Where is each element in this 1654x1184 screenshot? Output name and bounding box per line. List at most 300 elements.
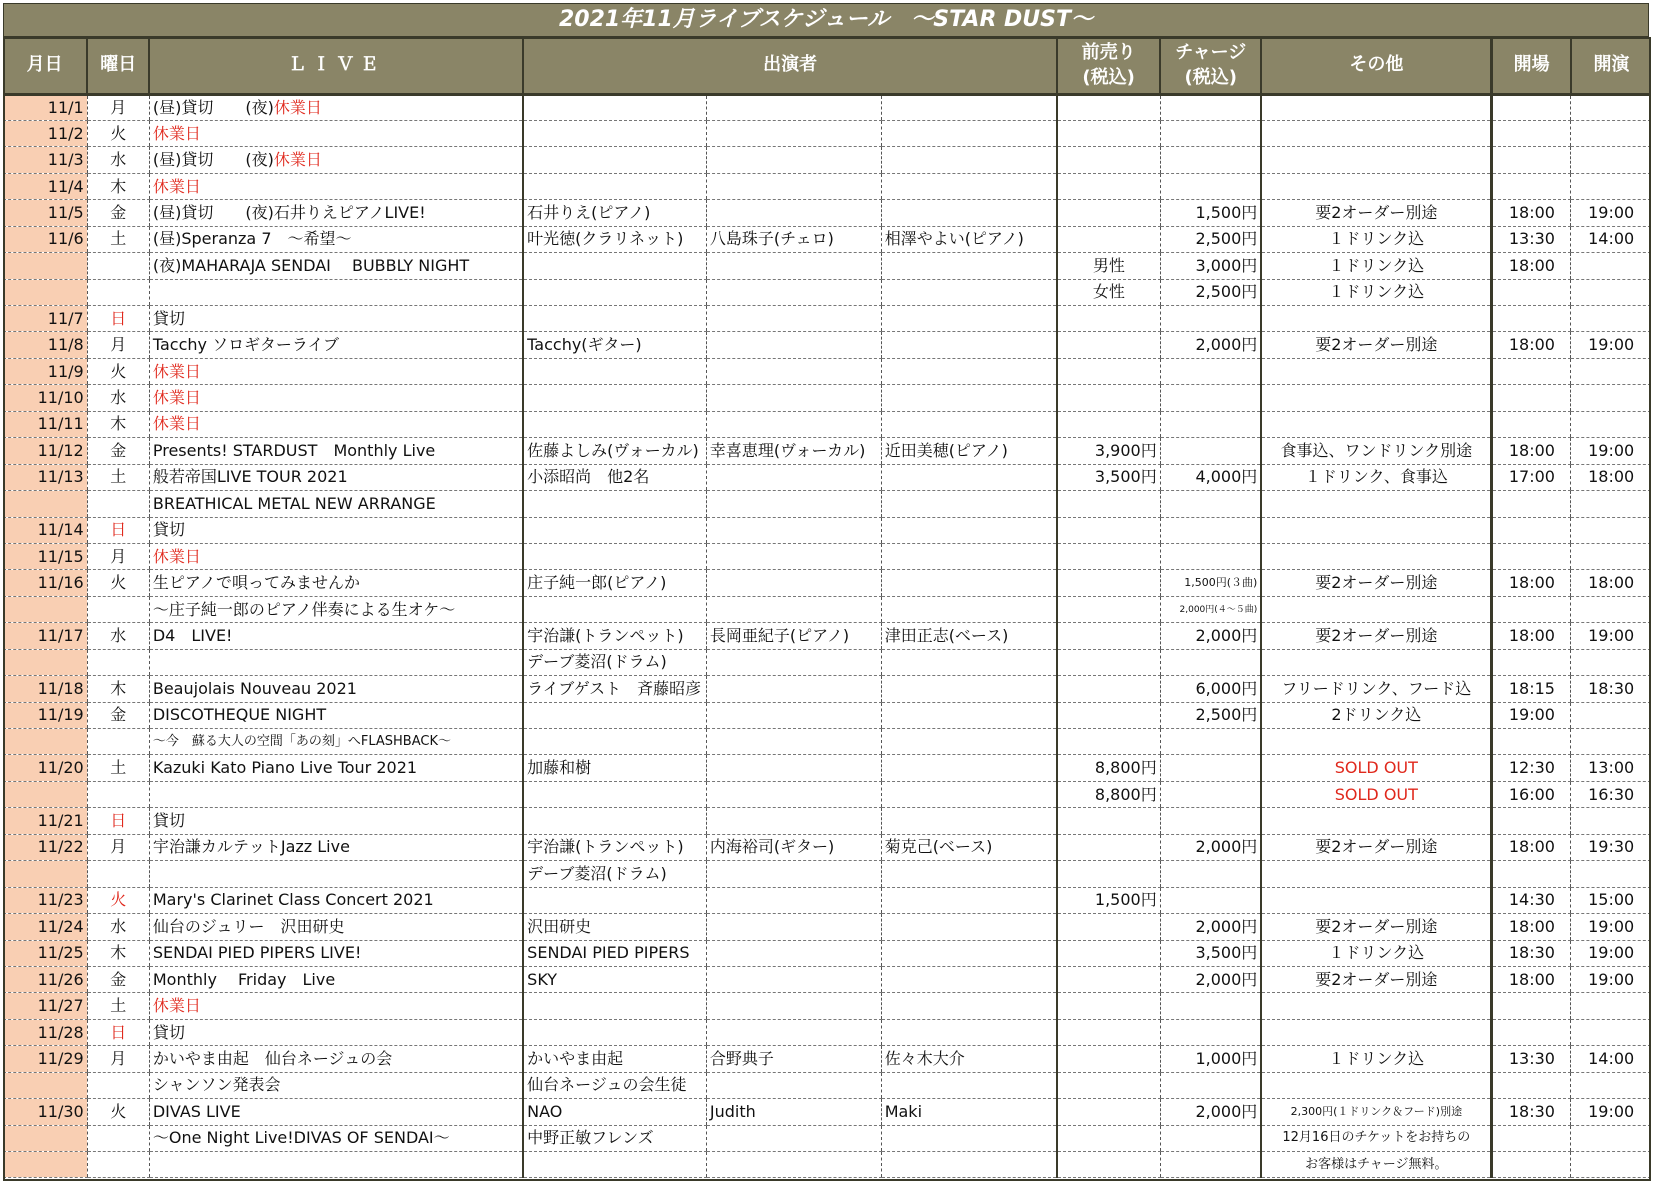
performer-cell: [706, 1072, 881, 1098]
presale-cell: 8,800円: [1057, 755, 1160, 781]
charge-cell: 2,500円: [1160, 279, 1261, 305]
start-time-cell: 16:30: [1571, 781, 1651, 807]
performer-cell: [706, 729, 881, 755]
presale-cell: [1057, 1152, 1160, 1178]
live-title-cell: [149, 729, 523, 755]
performer-cell: [881, 1152, 1057, 1178]
charge-cell: [1160, 385, 1261, 411]
presale-cell: [1057, 966, 1160, 992]
start-time-cell: [1571, 279, 1651, 305]
charge-cell: [1160, 1072, 1261, 1098]
table-row: [3, 649, 1651, 675]
table-header: [3, 37, 1651, 94]
table-row: [3, 543, 1651, 569]
performer-cell: [523, 1019, 706, 1045]
performer-cell: Tacchy(ギター): [523, 332, 706, 358]
page-title: 2021年11月ライブスケジュール ～STAR DUST～: [3, 3, 1649, 37]
presale-cell: [1057, 385, 1160, 411]
performer-cell: [523, 517, 706, 543]
performer-cell: [881, 332, 1057, 358]
performer-cell: [523, 253, 706, 279]
date-cell: 11/12: [3, 438, 87, 464]
performer-cell: [881, 306, 1057, 332]
start-time-cell: 19:00: [1571, 438, 1651, 464]
table-row: [3, 253, 1651, 279]
charge-cell: 2,500円: [1160, 226, 1261, 252]
live-title-cell: [149, 147, 523, 173]
doors-open-cell: 13:30: [1492, 226, 1571, 252]
live-title-text: 宇治謙カルテットJazz Live: [152, 837, 350, 857]
performer-cell: [706, 147, 881, 173]
live-title-text: Monthly Friday Live: [152, 969, 336, 989]
date-cell: 11/14: [3, 517, 87, 543]
start-time-cell: 19:00: [1571, 1099, 1651, 1125]
performer-cell: [523, 173, 706, 199]
charge-cell: [1160, 729, 1261, 755]
date-cell: [3, 1152, 87, 1178]
performer-cell: [881, 517, 1057, 543]
performer-cell: [881, 887, 1057, 913]
start-time-cell: [1571, 1125, 1651, 1151]
performer-cell: [706, 464, 881, 490]
performer-cell: 佐藤よしみ(ヴォーカル): [523, 438, 706, 464]
start-time-cell: 18:00: [1571, 464, 1651, 490]
live-title-cell: [149, 517, 523, 543]
presale-cell: [1057, 358, 1160, 384]
closed-label: 休業日: [273, 150, 322, 170]
doors-open-cell: 18:00: [1492, 966, 1571, 992]
charge-cell: [1160, 173, 1261, 199]
presale-cell: [1057, 173, 1160, 199]
notes-cell: 要2オーダー別途: [1261, 623, 1492, 649]
charge-cell: 1,500円: [1160, 200, 1261, 226]
performer-cell: [881, 385, 1057, 411]
weekday-cell: 火: [87, 1099, 149, 1125]
notes-cell: [1261, 543, 1492, 569]
date-cell: 11/6: [3, 226, 87, 252]
performer-cell: [706, 755, 881, 781]
table-row: [3, 1125, 1651, 1151]
presale-cell: [1057, 729, 1160, 755]
date-cell: 11/28: [3, 1019, 87, 1045]
start-time-cell: [1571, 596, 1651, 622]
performer-cell: [523, 306, 706, 332]
notes-cell: [1261, 861, 1492, 887]
weekday-cell: 土: [87, 755, 149, 781]
performer-cell: [881, 755, 1057, 781]
doors-open-cell: [1492, 729, 1571, 755]
live-title-text: 貸切: [152, 1022, 185, 1042]
closed-label: 休業日: [152, 546, 201, 566]
performer-cell: [523, 596, 706, 622]
presale-cell: [1057, 993, 1160, 1019]
start-time-cell: 14:00: [1571, 226, 1651, 252]
live-title-cell: [149, 1099, 523, 1125]
start-time-cell: [1571, 649, 1651, 675]
doors-open-cell: 14:30: [1492, 887, 1571, 913]
live-title-cell: [149, 1125, 523, 1151]
live-title-text: Beaujolais Nouveau 2021: [152, 678, 357, 698]
notes-cell: [1261, 887, 1492, 913]
performer-cell: SENDAI PIED PIPERS: [523, 940, 706, 966]
performer-cell: [523, 543, 706, 569]
performer-cell: [523, 94, 706, 120]
date-cell: 11/16: [3, 570, 87, 596]
performer-cell: [706, 887, 881, 913]
start-time-cell: [1571, 120, 1651, 146]
weekday-cell: [87, 1125, 149, 1151]
notes-cell: [1261, 808, 1492, 834]
date-cell: 11/9: [3, 358, 87, 384]
doors-open-cell: [1492, 993, 1571, 1019]
table-row: [3, 808, 1651, 834]
presale-cell: [1057, 411, 1160, 437]
table-row: [3, 993, 1651, 1019]
table-row: [3, 834, 1651, 860]
start-time-cell: [1571, 543, 1651, 569]
table-row: [3, 491, 1651, 517]
charge-cell: [1160, 781, 1261, 807]
closed-label: 休業日: [152, 388, 201, 408]
date-cell: 11/20: [3, 755, 87, 781]
performer-cell: 八島珠子(チェロ): [706, 226, 881, 252]
date-cell: [3, 649, 87, 675]
doors-open-cell: [1492, 596, 1571, 622]
weekday-cell: 木: [87, 676, 149, 702]
start-time-cell: 19:00: [1571, 966, 1651, 992]
performer-cell: [523, 702, 706, 728]
performer-cell: 中野正敏フレンズ: [523, 1125, 706, 1151]
notes-cell: １ドリンク込: [1261, 279, 1492, 305]
doors-open-cell: 18:00: [1492, 570, 1571, 596]
performer-cell: [706, 966, 881, 992]
date-cell: 11/4: [3, 173, 87, 199]
performer-cell: [881, 993, 1057, 1019]
date-cell: 11/18: [3, 676, 87, 702]
performer-cell: [523, 887, 706, 913]
doors-open-cell: 18:30: [1492, 1099, 1571, 1125]
doors-open-cell: 19:00: [1492, 702, 1571, 728]
charge-cell: [1160, 147, 1261, 173]
performer-cell: [881, 729, 1057, 755]
performer-cell: [881, 94, 1057, 120]
live-title-cell: [149, 1046, 523, 1072]
charge-cell: [1160, 358, 1261, 384]
performer-cell: [881, 358, 1057, 384]
closed-label: 休業日: [152, 996, 201, 1016]
weekday-cell: 金: [87, 438, 149, 464]
live-title-text: 生ピアノで唄ってみませんか: [152, 573, 361, 593]
performer-cell: [706, 200, 881, 226]
table-row: [3, 306, 1651, 332]
table-row: [3, 438, 1651, 464]
table-row: [3, 702, 1651, 728]
live-title-cell: [149, 570, 523, 596]
performer-cell: デーブ菱沼(ドラム): [523, 649, 706, 675]
performer-cell: [706, 253, 881, 279]
charge-cell: 2,000円: [1160, 1099, 1261, 1125]
notes-cell: １ドリンク込: [1261, 253, 1492, 279]
performer-cell: [881, 491, 1057, 517]
performer-cell: [706, 914, 881, 940]
weekday-cell: 日: [87, 306, 149, 332]
date-cell: 11/26: [3, 966, 87, 992]
live-title-cell: [149, 940, 523, 966]
performer-cell: NAO: [523, 1099, 706, 1125]
live-title-cell: [149, 861, 523, 887]
weekday-cell: 木: [87, 173, 149, 199]
presale-cell: [1057, 940, 1160, 966]
table-row: [3, 914, 1651, 940]
performer-cell: [881, 914, 1057, 940]
performer-cell: [881, 279, 1057, 305]
weekday-cell: 土: [87, 464, 149, 490]
doors-open-cell: [1492, 358, 1571, 384]
date-cell: 11/23: [3, 887, 87, 913]
notes-cell: [1261, 649, 1492, 675]
table-row: [3, 781, 1651, 807]
performer-cell: [523, 1152, 706, 1178]
doors-open-cell: [1492, 385, 1571, 411]
start-time-cell: [1571, 147, 1651, 173]
table-row: [3, 385, 1651, 411]
performer-cell: [706, 306, 881, 332]
live-title-text: 貸切: [152, 308, 185, 328]
notes-cell: [1261, 147, 1492, 173]
start-time-cell: 18:00: [1571, 570, 1651, 596]
performer-cell: [881, 1019, 1057, 1045]
date-cell: 11/5: [3, 200, 87, 226]
header-presale: [1057, 37, 1160, 94]
notes-cell: 食事込、ワンドリンク別途: [1261, 438, 1492, 464]
header-charge-line: チャージ: [1175, 41, 1247, 63]
date-cell: 11/8: [3, 332, 87, 358]
date-cell: [3, 1125, 87, 1151]
live-title-cell: [149, 120, 523, 146]
charge-cell: 6,000円: [1160, 676, 1261, 702]
start-time-cell: [1571, 358, 1651, 384]
performer-cell: [881, 808, 1057, 834]
notes-cell: 2,300円(１ドリンク＆フード)別途: [1261, 1099, 1492, 1125]
doors-open-cell: [1492, 491, 1571, 517]
doors-open-cell: [1492, 120, 1571, 146]
start-time-cell: 19:00: [1571, 332, 1651, 358]
date-cell: [3, 491, 87, 517]
table-row: [3, 940, 1651, 966]
date-cell: [3, 1072, 87, 1098]
notes-cell: 要2オーダー別途: [1261, 914, 1492, 940]
charge-cell: 1,500円(３曲): [1160, 570, 1261, 596]
performer-cell: [523, 993, 706, 1019]
weekday-cell: 木: [87, 411, 149, 437]
performer-cell: [706, 173, 881, 199]
live-title-text: BREATHICAL METAL NEW ARRANGE: [152, 493, 436, 513]
performer-cell: 内海裕司(ギター): [706, 834, 881, 860]
start-time-cell: [1571, 808, 1651, 834]
charge-cell: [1160, 1152, 1261, 1178]
weekday-cell: [87, 596, 149, 622]
notes-cell: [1261, 411, 1492, 437]
live-title-cell: [149, 94, 523, 120]
live-title-cell: [149, 993, 523, 1019]
table-row: [3, 332, 1651, 358]
notes-cell: 要2オーダー別途: [1261, 332, 1492, 358]
table-row: [3, 279, 1651, 305]
presale-cell: [1057, 914, 1160, 940]
table-row: [3, 464, 1651, 490]
doors-open-cell: [1492, 1019, 1571, 1045]
performer-cell: [881, 596, 1057, 622]
performer-cell: [706, 1019, 881, 1045]
start-time-cell: [1571, 411, 1651, 437]
performer-cell: [523, 411, 706, 437]
performer-cell: [706, 385, 881, 411]
live-title-cell: [149, 808, 523, 834]
performer-cell: [706, 120, 881, 146]
performer-cell: 合野典子: [706, 1046, 881, 1072]
weekday-cell: [87, 1072, 149, 1098]
performer-cell: 長岡亜紀子(ピアノ): [706, 623, 881, 649]
doors-open-cell: 17:00: [1492, 464, 1571, 490]
header-presale-line: (税込): [1082, 66, 1135, 88]
live-title-cell: [149, 887, 523, 913]
notes-cell: [1261, 120, 1492, 146]
performer-cell: [881, 147, 1057, 173]
start-time-cell: [1571, 1072, 1651, 1098]
doors-open-cell: 18:00: [1492, 623, 1571, 649]
performer-cell: [881, 570, 1057, 596]
notes-cell: SOLD OUT: [1261, 755, 1492, 781]
closed-label: 休業日: [152, 414, 201, 434]
live-title-cell: [149, 914, 523, 940]
presale-cell: 1,500円: [1057, 887, 1160, 913]
start-time-cell: 19:00: [1571, 914, 1651, 940]
header-live: ＬＩＶＥ: [149, 37, 523, 94]
start-time-cell: 19:30: [1571, 834, 1651, 860]
performer-cell: [706, 279, 881, 305]
performer-cell: [881, 966, 1057, 992]
date-cell: 11/27: [3, 993, 87, 1019]
table-row: [3, 966, 1651, 992]
table-row: [3, 120, 1651, 146]
performer-cell: [706, 808, 881, 834]
notes-cell: [1261, 491, 1492, 517]
doors-open-cell: 18:00: [1492, 438, 1571, 464]
performer-cell: [523, 120, 706, 146]
live-title-cell: [149, 676, 523, 702]
start-time-cell: 13:00: [1571, 755, 1651, 781]
table-row: [3, 755, 1651, 781]
start-time-cell: [1571, 861, 1651, 887]
doors-open-cell: [1492, 1125, 1571, 1151]
doors-open-cell: [1492, 861, 1571, 887]
start-time-cell: 18:30: [1571, 676, 1651, 702]
notes-cell: １ドリンク込: [1261, 226, 1492, 252]
doors-open-cell: [1492, 1072, 1571, 1098]
charge-cell: 2,000円: [1160, 834, 1261, 860]
date-cell: [3, 596, 87, 622]
live-title-text: Tacchy ソロギターライブ: [152, 335, 339, 355]
start-time-cell: [1571, 993, 1651, 1019]
performer-cell: [881, 649, 1057, 675]
live-title-cell: [149, 226, 523, 252]
live-title-cell: [149, 1072, 523, 1098]
date-cell: 11/1: [3, 94, 87, 120]
weekday-cell: 日: [87, 808, 149, 834]
header-dow: 曜日: [87, 37, 149, 94]
live-title-cell: [149, 438, 523, 464]
live-title-text: (昼)貸切 (夜)石井りえピアノLIVE!: [152, 202, 426, 222]
performer-cell: [881, 120, 1057, 146]
live-title-text: D4 LIVE!: [152, 625, 233, 645]
notes-cell: １ドリンク込: [1261, 940, 1492, 966]
presale-cell: [1057, 332, 1160, 358]
weekday-cell: 金: [87, 200, 149, 226]
performer-cell: [706, 649, 881, 675]
live-title-cell: [149, 834, 523, 860]
live-title-cell: [149, 173, 523, 199]
doors-open-cell: 12:30: [1492, 755, 1571, 781]
performer-cell: 幸喜恵理(ヴォーカル): [706, 438, 881, 464]
presale-cell: 3,900円: [1057, 438, 1160, 464]
presale-cell: [1057, 596, 1160, 622]
charge-cell: 3,500円: [1160, 940, 1261, 966]
charge-cell: [1160, 438, 1261, 464]
notes-cell: [1261, 385, 1492, 411]
live-title-text: ～今 蘇る大人の空間「あの刻」へFLASHBACK～: [152, 733, 451, 749]
start-time-cell: [1571, 1152, 1651, 1178]
weekday-cell: 水: [87, 914, 149, 940]
weekday-cell: 日: [87, 517, 149, 543]
presale-cell: 3,500円: [1057, 464, 1160, 490]
weekday-cell: [87, 729, 149, 755]
live-title-text: ～One Night Live!DIVAS OF SENDAI～: [152, 1128, 450, 1148]
live-title-cell: [149, 966, 523, 992]
start-time-cell: [1571, 729, 1651, 755]
charge-cell: [1160, 887, 1261, 913]
start-time-cell: [1571, 306, 1651, 332]
live-title-text: (夜)MAHARAJA SENDAI BUBBLY NIGHT: [152, 255, 470, 275]
performer-cell: [881, 940, 1057, 966]
doors-open-cell: 13:30: [1492, 1046, 1571, 1072]
presale-cell: 男性: [1057, 253, 1160, 279]
performer-cell: 叶光徳(クラリネット): [523, 226, 706, 252]
live-title-cell: [149, 358, 523, 384]
live-title-cell: [149, 623, 523, 649]
charge-cell: [1160, 1125, 1261, 1151]
performer-cell: [706, 517, 881, 543]
table-row: [3, 570, 1651, 596]
date-cell: [3, 253, 87, 279]
weekday-cell: 火: [87, 120, 149, 146]
date-cell: 11/30: [3, 1099, 87, 1125]
live-title-cell: [149, 491, 523, 517]
date-cell: 11/24: [3, 914, 87, 940]
performer-cell: [523, 491, 706, 517]
date-cell: 11/22: [3, 834, 87, 860]
closed-label: 休業日: [273, 97, 322, 117]
date-cell: [3, 279, 87, 305]
performer-cell: [523, 279, 706, 305]
table-row: [3, 623, 1651, 649]
weekday-cell: [87, 253, 149, 279]
live-title-cell: [149, 464, 523, 490]
performer-cell: [523, 147, 706, 173]
live-title-cell: [149, 1019, 523, 1045]
live-title-text: かいやま由起 仙台ネージュの会: [152, 1048, 393, 1068]
date-cell: 11/13: [3, 464, 87, 490]
doors-open-cell: [1492, 1152, 1571, 1178]
